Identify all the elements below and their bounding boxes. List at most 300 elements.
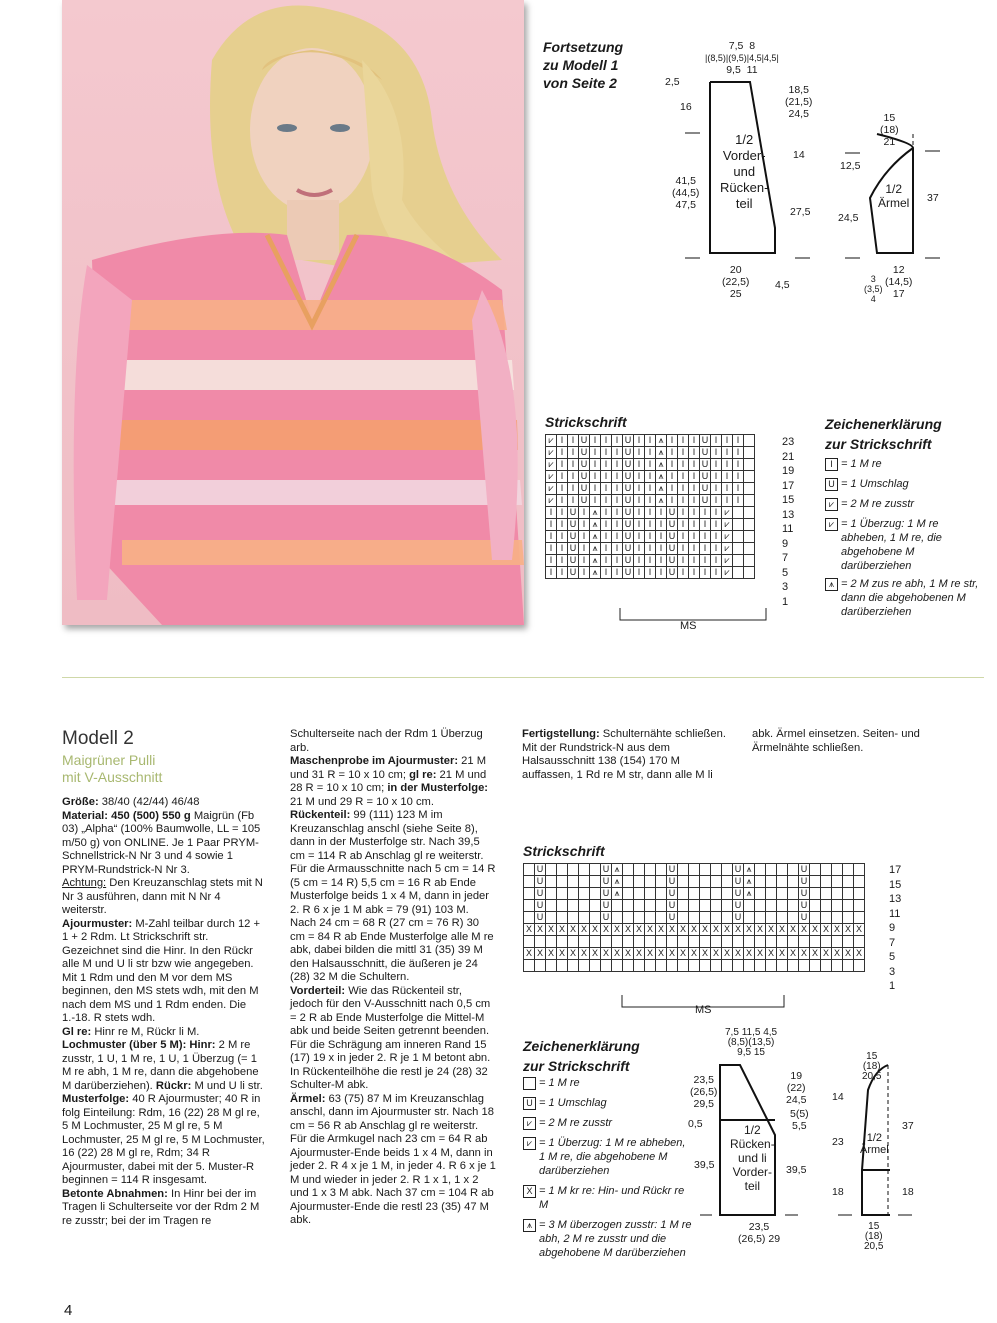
schem1-side: 4,5	[775, 279, 790, 291]
schem1-16: 16	[680, 101, 692, 113]
chart1-cell: I	[678, 447, 689, 459]
legend1-item: I = 1 M re	[825, 457, 985, 471]
chart1-cell	[733, 543, 744, 555]
chart1-cell: I	[711, 555, 722, 567]
chart2-cell	[832, 900, 843, 912]
chart2-cell	[557, 900, 568, 912]
chart2-row-numbers	[889, 863, 901, 994]
chart2-cell	[634, 960, 645, 972]
chart1-cell: ⩗	[546, 447, 557, 459]
chart1-cell: I	[568, 447, 579, 459]
chart2-cell: U	[667, 888, 678, 900]
chart1-cell: I	[601, 507, 612, 519]
chart2-cell: U	[535, 900, 546, 912]
chart2-cell	[755, 888, 766, 900]
chart1-cell	[733, 555, 744, 567]
chart2-cell: X	[777, 948, 788, 960]
chart2-cell	[623, 912, 634, 924]
chart1-cell: I	[711, 507, 722, 519]
chart1-cell: I	[733, 495, 744, 507]
chart2-row-number: 3	[889, 965, 896, 978]
chart1-cell: I	[678, 543, 689, 555]
chart1-cell: I	[733, 447, 744, 459]
chart2-cell	[524, 960, 535, 972]
chart2-cell	[854, 888, 865, 900]
chart1-cell: U	[623, 567, 634, 579]
chart2-cell	[524, 888, 535, 900]
chart1-cell	[744, 531, 755, 543]
chart1-row-number: 5	[782, 566, 789, 579]
schem1-sleeve-label: 1/2 Ärmel	[878, 182, 910, 210]
chart1-cell: I	[634, 483, 645, 495]
chart2-cell	[755, 936, 766, 948]
chart1-row-number: 13	[782, 508, 795, 521]
chart1-cell: U	[667, 555, 678, 567]
chart1-cell: U	[579, 471, 590, 483]
chart1-cell: I	[722, 495, 733, 507]
schem1-height: 41,5 (44,5) 47,5	[672, 175, 700, 211]
chart1-cell	[744, 567, 755, 579]
chart2-cell	[711, 900, 722, 912]
chart2-cell: X	[843, 924, 854, 936]
chart1-row-numbers	[782, 435, 794, 609]
schem1-sleeve-24: 24,5	[838, 212, 859, 224]
chart2-cell: U	[667, 912, 678, 924]
legend2-item: ⩗ = 2 M re zusstr	[523, 1116, 693, 1130]
chart2-cell	[656, 936, 667, 948]
chart1-cell: U	[623, 543, 634, 555]
legend2-item: U = 1 Umschlag	[523, 1096, 693, 1110]
schem2-sleeve-bottom: 15 (18) 20,5	[864, 1221, 884, 1252]
chart1-cell: U	[700, 459, 711, 471]
chart2-cell	[854, 876, 865, 888]
chart2-cell	[700, 912, 711, 924]
chart1-cell: I	[557, 507, 568, 519]
chart2-cell	[667, 960, 678, 972]
chart1-cell: ⩗	[722, 567, 733, 579]
schem1-top: 7,5 8 |(8,5)|(9,5)|4,5|4,5| 9,5 11	[705, 40, 779, 76]
schem2-sleeve-14: 14	[832, 1091, 844, 1103]
chart1-cell	[733, 519, 744, 531]
chart1-cell: U	[623, 471, 634, 483]
chart1-cell: U	[568, 519, 579, 531]
chart2-cell: X	[656, 924, 667, 936]
chart2-cell	[799, 936, 810, 948]
chart2-cell	[689, 876, 700, 888]
chart2-cell	[722, 900, 733, 912]
chart1-cell	[744, 543, 755, 555]
chart2-cell	[623, 888, 634, 900]
chart1-cell: I	[568, 495, 579, 507]
chart1-cell: I	[557, 435, 568, 447]
chart1-row-number: 23	[782, 436, 795, 448]
chart2-title: Strickschrift	[523, 843, 605, 859]
chart2-cell	[700, 888, 711, 900]
chart2-cell	[546, 900, 557, 912]
chart2-cell: X	[733, 948, 744, 960]
chart1-cell: I	[678, 459, 689, 471]
chart1-cell: U	[667, 519, 678, 531]
chart2-cell	[656, 876, 667, 888]
chart1-cell: I	[546, 543, 557, 555]
chart2-cell	[810, 864, 821, 876]
chart1-cell: I	[579, 519, 590, 531]
chart2-cell: U	[601, 900, 612, 912]
chart2-cell: X	[722, 948, 733, 960]
chart1-cell: ⩚	[656, 447, 667, 459]
chart1-cell: I	[612, 435, 623, 447]
schem2-sleeve-18-left: 18	[832, 1186, 844, 1198]
chart1-cell: U	[623, 435, 634, 447]
chart2-cell: U	[733, 912, 744, 924]
modell2-column-1: Größe: 38/40 (42/44) 46/48 Material: 450 (500) 550 g Maigrün (Fb 03) „Alpha“ (100% Baumwolle, LL = 105 m/50 g) von ONLINE. Je 1 Paar PRYM-Schnellstrick-N Nr 3 und 4 sowie 1 PRYM-Rundstrick-N Nr 3. Achtung: Den Kreuzanschlag stets mit N Nr 3 ausführen, dann mit N Nr 4 weiterstr. Ajourmuster: M-Zahl teilbar durch 12 + 1 + 2 Rdm. Lt Strickschrift str. Gezeichnet sind die Hinr. In den Rückr alle M und U li str bzw wie angegeben. Mit 1 Rdm und den M vor dem MS beginnen, den MS stets wdh, mit den M nach dem MS und 1 Rdm enden. Die 1.-18. R stets wdh. Gl re: Hinr re M, Rückr li M. Lochmuster (über 5 M): Hinr: 2 M re zusstr, 1 U, 1 M re, 1 U, 1 Überzug (= 1 M re abh, 1 M re, dann die abgehobene M darüberziehen). Rückr: M und U li str. Musterfolge: 40 R Ajourmuster; 40 R in folg Einteilung: Rdm, 16 (22) 28 M gl re, 5 M Lochmuster, 25 M gl re, 5 M Lochmuster, 25 M gl re, 5 M Lochmuster, 16 (22) 28 M gl re, Rdm; 34 R Ajourmuster, dabei mit der 5. Muster-R beginnen = 114 R insgesamt. Betonte Abnahmen: In Hinr bei der im Tragen li Schulterseite vor der Rdm 2 M re zusstr; bei der im Tragen re	[62, 796, 265, 1227]
chart1-cell: I	[634, 519, 645, 531]
chart2-cell	[821, 864, 832, 876]
schem2-label: 1/2 Rücken- und li Vorder- teil	[730, 1123, 775, 1193]
chart2-cell	[634, 912, 645, 924]
chart1-cell: I	[678, 531, 689, 543]
chart2-cell: ⩚	[744, 864, 755, 876]
chart2-cell	[700, 900, 711, 912]
chart1-cell: I	[689, 519, 700, 531]
chart1-cell	[744, 495, 755, 507]
chart2-cell: U	[535, 876, 546, 888]
chart2-row-number: 13	[889, 893, 902, 905]
chart2-cell	[546, 876, 557, 888]
chart2-cell	[590, 936, 601, 948]
chart2-cell	[557, 960, 568, 972]
chart1-row-number: 9	[782, 537, 789, 550]
chart2-cell: U	[799, 900, 810, 912]
chart1-cell: I	[645, 483, 656, 495]
schem2-armhole: 19 (22) 24,5	[786, 1070, 807, 1106]
chart2-cell	[579, 912, 590, 924]
chart2-cell	[755, 900, 766, 912]
chart2-cell	[788, 912, 799, 924]
chart2-cell	[546, 936, 557, 948]
chart2-cell	[634, 876, 645, 888]
schem1-armhole: 18,5 (21,5) 24,5	[785, 84, 813, 120]
chart2-cell: X	[832, 948, 843, 960]
chart1-cell: I	[711, 435, 722, 447]
chart2-cell	[568, 864, 579, 876]
chart2-cell: X	[744, 924, 755, 936]
chart2-cell	[623, 864, 634, 876]
chart1-cell: I	[678, 495, 689, 507]
chart2-cell	[843, 900, 854, 912]
chart1-cell: I	[678, 483, 689, 495]
chart2-cell	[590, 876, 601, 888]
chart1-cell: I	[667, 471, 678, 483]
chart1-title: Strickschrift	[545, 414, 627, 430]
chart2-cell	[689, 864, 700, 876]
chart2-cell	[678, 888, 689, 900]
chart1-cell: ⩗	[722, 507, 733, 519]
schem1-27: 27,5	[790, 206, 811, 218]
chart2-cell: ⩚	[744, 888, 755, 900]
chart1-cell: I	[590, 447, 601, 459]
chart2-cell	[744, 936, 755, 948]
chart2-cell	[623, 960, 634, 972]
chart1-cell: U	[700, 471, 711, 483]
chart1-ms: MS	[680, 620, 697, 632]
chart1-cell	[744, 555, 755, 567]
chart1-cell: I	[645, 447, 656, 459]
chart2-cell: X	[612, 948, 623, 960]
chart1-cell: I	[557, 471, 568, 483]
chart1-cell: I	[678, 555, 689, 567]
chart2-cell	[590, 900, 601, 912]
chart2-cell	[634, 936, 645, 948]
chart2-cell	[568, 936, 579, 948]
chart1-cell: I	[601, 471, 612, 483]
chart2-cell	[722, 936, 733, 948]
chart1-cell: I	[711, 543, 722, 555]
chart2-cell: X	[601, 924, 612, 936]
chart2-cell: ⩚	[744, 876, 755, 888]
chart2-cell	[623, 936, 634, 948]
chart2-cell: U	[799, 876, 810, 888]
chart1-cell: I	[689, 567, 700, 579]
chart2-row-number: 9	[889, 922, 896, 934]
chart2-cell: X	[546, 924, 557, 936]
chart2-cell: X	[810, 924, 821, 936]
chart2-cell: U	[601, 864, 612, 876]
chart1-cell: I	[546, 507, 557, 519]
chart1-cell: I	[733, 471, 744, 483]
chart1-cell	[744, 447, 755, 459]
chart1-cell: I	[579, 567, 590, 579]
chart2-cell	[700, 960, 711, 972]
chart2-cell	[623, 900, 634, 912]
chart1-cell: I	[568, 483, 579, 495]
chart1-cell: I	[711, 483, 722, 495]
chart2-cell	[766, 900, 777, 912]
modell2-subtitle: Maigrüner Pulli mit V-Ausschnitt	[62, 752, 163, 785]
chart2-cell	[843, 960, 854, 972]
chart1-cell: U	[667, 567, 678, 579]
chart2-cell	[689, 936, 700, 948]
chart1-row-number: 11	[782, 523, 794, 535]
chart2-cell: X	[788, 948, 799, 960]
chart2-cell	[612, 936, 623, 948]
chart2-cell	[590, 960, 601, 972]
chart2-cell: X	[821, 948, 832, 960]
chart1-cell: I	[656, 543, 667, 555]
chart2-cell	[744, 960, 755, 972]
chart2-cell	[788, 888, 799, 900]
chart2-cell: X	[590, 924, 601, 936]
chart2-cell	[711, 888, 722, 900]
legend2	[523, 1076, 693, 1262]
chart1-cell: U	[623, 507, 634, 519]
modell2-column-3: Fertigstellung: Schulternähte schließen. Mit der Rundstrick-N aus dem Halsausschnitt 138 (154) 170 M auffassen, 1 Rd re M str, dann alle M li	[522, 728, 726, 781]
chart2-cell	[612, 900, 623, 912]
chart1-cell: I	[612, 519, 623, 531]
schem2-39-right: 39,5	[786, 1164, 807, 1176]
chart1-cell: I	[601, 555, 612, 567]
chart1-cell: I	[557, 531, 568, 543]
chart1-cell: ⩚	[656, 471, 667, 483]
chart1-cell: I	[590, 471, 601, 483]
model-photo	[62, 0, 524, 625]
chart1-cell	[733, 531, 744, 543]
chart2-cell	[766, 936, 777, 948]
chart2-cell	[722, 960, 733, 972]
chart1-cell: I	[700, 567, 711, 579]
chart1-cell: I	[733, 459, 744, 471]
chart1-cell: ⩗	[546, 435, 557, 447]
model-illustration	[62, 0, 524, 625]
chart2-cell	[788, 876, 799, 888]
chart1-cell: I	[645, 519, 656, 531]
chart1-cell: I	[689, 495, 700, 507]
chart1-cell: I	[733, 435, 744, 447]
chart2-cell: X	[579, 924, 590, 936]
chart2-cell	[667, 936, 678, 948]
schem1-sleeve-bottom: 12 (14,5) 17	[885, 264, 913, 300]
chart1-cell: ⩗	[546, 495, 557, 507]
chart2-cell	[634, 900, 645, 912]
chart2-cell	[645, 960, 656, 972]
chart1-cell: I	[722, 459, 733, 471]
chart2-cell: X	[667, 924, 678, 936]
chart2-cell	[568, 876, 579, 888]
chart2-cell	[645, 912, 656, 924]
chart2-cell: X	[766, 948, 777, 960]
chart2-cell: X	[678, 924, 689, 936]
chart2-cell: X	[854, 924, 865, 936]
continuation-line-1: Fortsetzung	[543, 39, 624, 55]
schem2-left: 23,5 (26,5) 29,5	[690, 1074, 718, 1110]
chart1-cell: I	[601, 531, 612, 543]
chart2-cell: U	[799, 912, 810, 924]
chart2-cell	[557, 888, 568, 900]
chart2-cell: ⩚	[612, 876, 623, 888]
chart2-cell	[524, 900, 535, 912]
chart2-cell	[777, 900, 788, 912]
chart1-cell: I	[557, 543, 568, 555]
legend1-item: ⩗ = 2 M re zusstr	[825, 497, 985, 511]
chart1-cell: ⩚	[656, 435, 667, 447]
chart1-cell: I	[667, 459, 678, 471]
chart1-cell: I	[612, 567, 623, 579]
chart2-grid	[523, 863, 865, 972]
chart2-cell: U	[601, 876, 612, 888]
chart1-cell: U	[568, 567, 579, 579]
chart2-cell	[557, 864, 568, 876]
chart2-cell	[722, 888, 733, 900]
legend1-item: ⩚ = 2 M zus re abh, 1 M re str, dann die abgehobenen M darüberziehen	[825, 577, 985, 619]
chart2-cell: U	[535, 912, 546, 924]
chart2-cell	[722, 864, 733, 876]
legend1-title: Zeichenerklärung zur Strickschrift	[825, 416, 942, 452]
chart2-cell	[546, 864, 557, 876]
chart2-cell: X	[799, 924, 810, 936]
chart1-cell: U	[579, 447, 590, 459]
chart1-cell: I	[579, 531, 590, 543]
chart1-cell: U	[623, 447, 634, 459]
chart2-ms: MS	[695, 1004, 712, 1016]
chart1-cell: ⩚	[656, 459, 667, 471]
chart2-cell	[744, 900, 755, 912]
chart2-cell: X	[700, 924, 711, 936]
chart1-cell: I	[546, 519, 557, 531]
chart1-cell: I	[711, 519, 722, 531]
chart1-cell: I	[711, 471, 722, 483]
chart2-cell	[766, 876, 777, 888]
chart2-cell	[656, 960, 667, 972]
chart2-cell: X	[700, 948, 711, 960]
continuation-note	[543, 38, 623, 92]
chart1-cell: ⩚	[590, 567, 601, 579]
chart1-cell: I	[601, 435, 612, 447]
chart2-cell: U	[601, 912, 612, 924]
chart2-cell: X	[524, 948, 535, 960]
chart2-cell	[590, 912, 601, 924]
chart1-cell: ⩚	[590, 519, 601, 531]
legend1-item: ⩗ = 1 Überzug: 1 M re abheben, 1 M re, die abgehobene M darüberziehen	[825, 517, 985, 573]
chart2-cell	[821, 876, 832, 888]
chart1-cell: I	[612, 507, 623, 519]
chart1-cell: ⩗	[546, 471, 557, 483]
legend2-item: = 1 M re	[523, 1076, 693, 1090]
continuation-line-3: von Seite 2	[543, 75, 617, 91]
chart2-cell	[744, 912, 755, 924]
chart1-cell: ⩚	[590, 555, 601, 567]
chart1-cell: I	[689, 555, 700, 567]
chart1-cell: I	[689, 531, 700, 543]
chart1-row-number: 7	[782, 552, 789, 564]
chart2-cell	[546, 888, 557, 900]
chart2-cell	[612, 960, 623, 972]
chart1-cell	[733, 567, 744, 579]
schem2-05: 0,5	[688, 1118, 703, 1130]
chart1-cell: I	[557, 519, 568, 531]
chart2-cell	[821, 900, 832, 912]
chart2-cell	[656, 900, 667, 912]
chart1-cell: I	[612, 543, 623, 555]
chart2-cell	[810, 888, 821, 900]
chart1-cell: I	[722, 471, 733, 483]
schem2-bottom: 23,5 (26,5) 29	[738, 1221, 781, 1245]
chart2-cell	[810, 876, 821, 888]
chart1-cell	[733, 507, 744, 519]
chart2-cell	[854, 936, 865, 948]
schem1-sleeve-12: 12,5	[840, 160, 861, 172]
chart1-cell: U	[579, 483, 590, 495]
chart1-cell: I	[700, 543, 711, 555]
chart1-cell: I	[601, 543, 612, 555]
chart1-cell: I	[634, 507, 645, 519]
chart2-cell: X	[634, 948, 645, 960]
chart2-cell	[843, 876, 854, 888]
chart2-row-number: 11	[889, 907, 901, 920]
chart1-cell: ⩗	[722, 519, 733, 531]
chart1-cell: I	[612, 483, 623, 495]
chart2-cell	[634, 888, 645, 900]
chart1-cell: I	[678, 567, 689, 579]
chart2-cell: U	[535, 888, 546, 900]
chart1-row-number: 17	[782, 479, 795, 492]
chart2-row-number: 7	[889, 936, 896, 949]
modell2-column-2: Schulterseite nach der Rdm 1 Überzug arb. Maschenprobe im Ajourmuster: 21 M und 31 R = 10 x 10 cm; gl re: 21 M und 28 R = 10 x 10 cm; in der Musterfolge: 21 M und 29 R = 10 x 10 cm. Rückenteil: 99 (111) 123 M im Kreuzanschlag anschl (siehe Seite 8), dann in der Musterfolge str. Nach 39,5 cm = 114 R ab Anschlag gl re weiterstr. Für die Armausschnitte nach 5 cm = 14 R (5 cm = 14 R) 5,5 cm = 16 R ab Ende Musterfolge beids 1 x 4 M, dann in jeder 2. R 6 x je 1 M abk = 79 (91) 103 M. Nach 24 cm = 68 R (27 cm = 76 R) 30 cm = 84 R ab Ende Musterfolge alle M re abk, dabei bilden die mittl 31 (35) 39 M den Halsausschnitt, die äußeren je 24 (28) 32 M die Schultern. Vorderteil: Wie das Rückenteil str, jedoch für den V-Ausschnitt nach 0,5 cm = 2 R ab Ende Musterfolge die Mittel-M abk und beide Seiten getrennt beenden. Für die Schrägung am inneren Rand 15 (17) 19 x in jeder 2. R je 1 M betont abn. In Rückenteilhöhe die restl je 24 (28) 32 Schulter-M abk. Ärmel: 63 (75) 87 M im Kreuzanschlag anschl, dann im Ajourmuster str. Nach 18 cm = 56 R ab Anschlag gl re weiterstr. Für die Armkugel nach 23 cm = 64 R ab Ajourmuster-Ende beids 1 x 4 M, dann in jeder 2. R 4 x je 1 M, in jeder 4. R 6 x je 1 M und wieder in jeder 2. R 1 x 1, 1 x 2 und 1 x 3 M abk. Nach 37 cm = 104 R ab Ajourmuster-Ende die restl 23 (35) 47 M abk.	[290, 728, 496, 1226]
chart2-cell	[722, 912, 733, 924]
chart2-cell: X	[557, 948, 568, 960]
chart2-cell	[755, 876, 766, 888]
chart1-cell: I	[601, 495, 612, 507]
chart2-cell: X	[535, 924, 546, 936]
